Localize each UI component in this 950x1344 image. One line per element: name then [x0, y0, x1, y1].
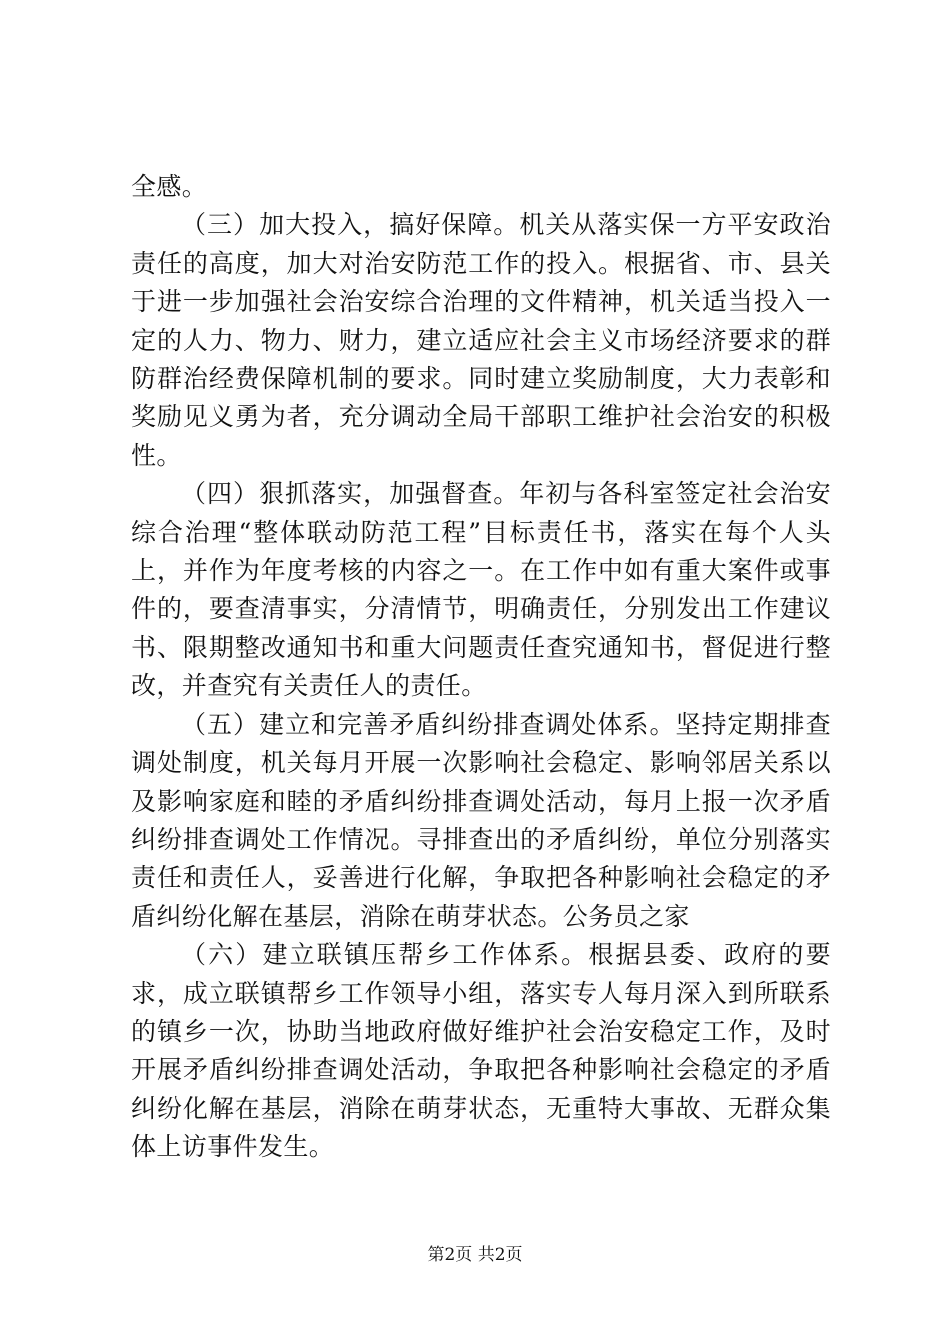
paragraph-continuation: 全感。 — [131, 172, 208, 201]
paragraph-section-4: （四）狠抓落实，加强督查。年初与各科室签定社会治安综合治理“整体联动防范工程”目标责任书，落实在每个人头上，并作为年度考核的内容之一。在工作中如有重大案件或事件的，要查清事实，分清情节，明确责任，分别发出工作建议书、限期整改通知书和重大问题责任查究通知书，督促进行整改，并查究有关责任人的责任。 — [131, 479, 831, 701]
document-body — [131, 168, 831, 1167]
paragraph-section-3: （三）加大投入，搞好保障。机关从落实保一方平安政治责任的高度，加大对治安防范工作的投入。根据省、市、县关于进一步加强社会治安综合治理的文件精神，机关适当投入一定的人力、物力、财力，建立适应社会主义市场经济要求的群防群治经费保障机制的要求。同时建立奖励制度，大力表彰和奖励见义勇为者，充分调动全局干部职工维护社会治安的积极性。 — [131, 210, 831, 470]
paragraph-section-6: （六）建立联镇压帮乡工作体系。根据县委、政府的要求，成立联镇帮乡工作领导小组，落实专人每月深入到所联系的镇乡一次，协助当地政府做好维护社会治安稳定工作，及时开展矛盾纠纷排查调处活动，争取把各种影响社会稳定的矛盾纠纷化解在基层，消除在萌芽状态，无重特大事故、无群众集体上访事件发生。 — [131, 940, 831, 1162]
page-number-footer: 第2页 共2页 — [427, 1245, 523, 1265]
paragraph-section-5: （五）建立和完善矛盾纠纷排查调处体系。坚持定期排查调处制度，机关每月开展一次影响社会稳定、影响邻居关系以及影响家庭和睦的矛盾纠纷排查调处活动，每月上报一次矛盾纠纷排查调处工作情况。寻排查出的矛盾纠纷，单位分别落实责任和责任人，妥善进行化解，争取把各种影响社会稳定的矛盾纠纷化解在基层，消除在萌芽状态。公务员之家 — [131, 709, 831, 931]
